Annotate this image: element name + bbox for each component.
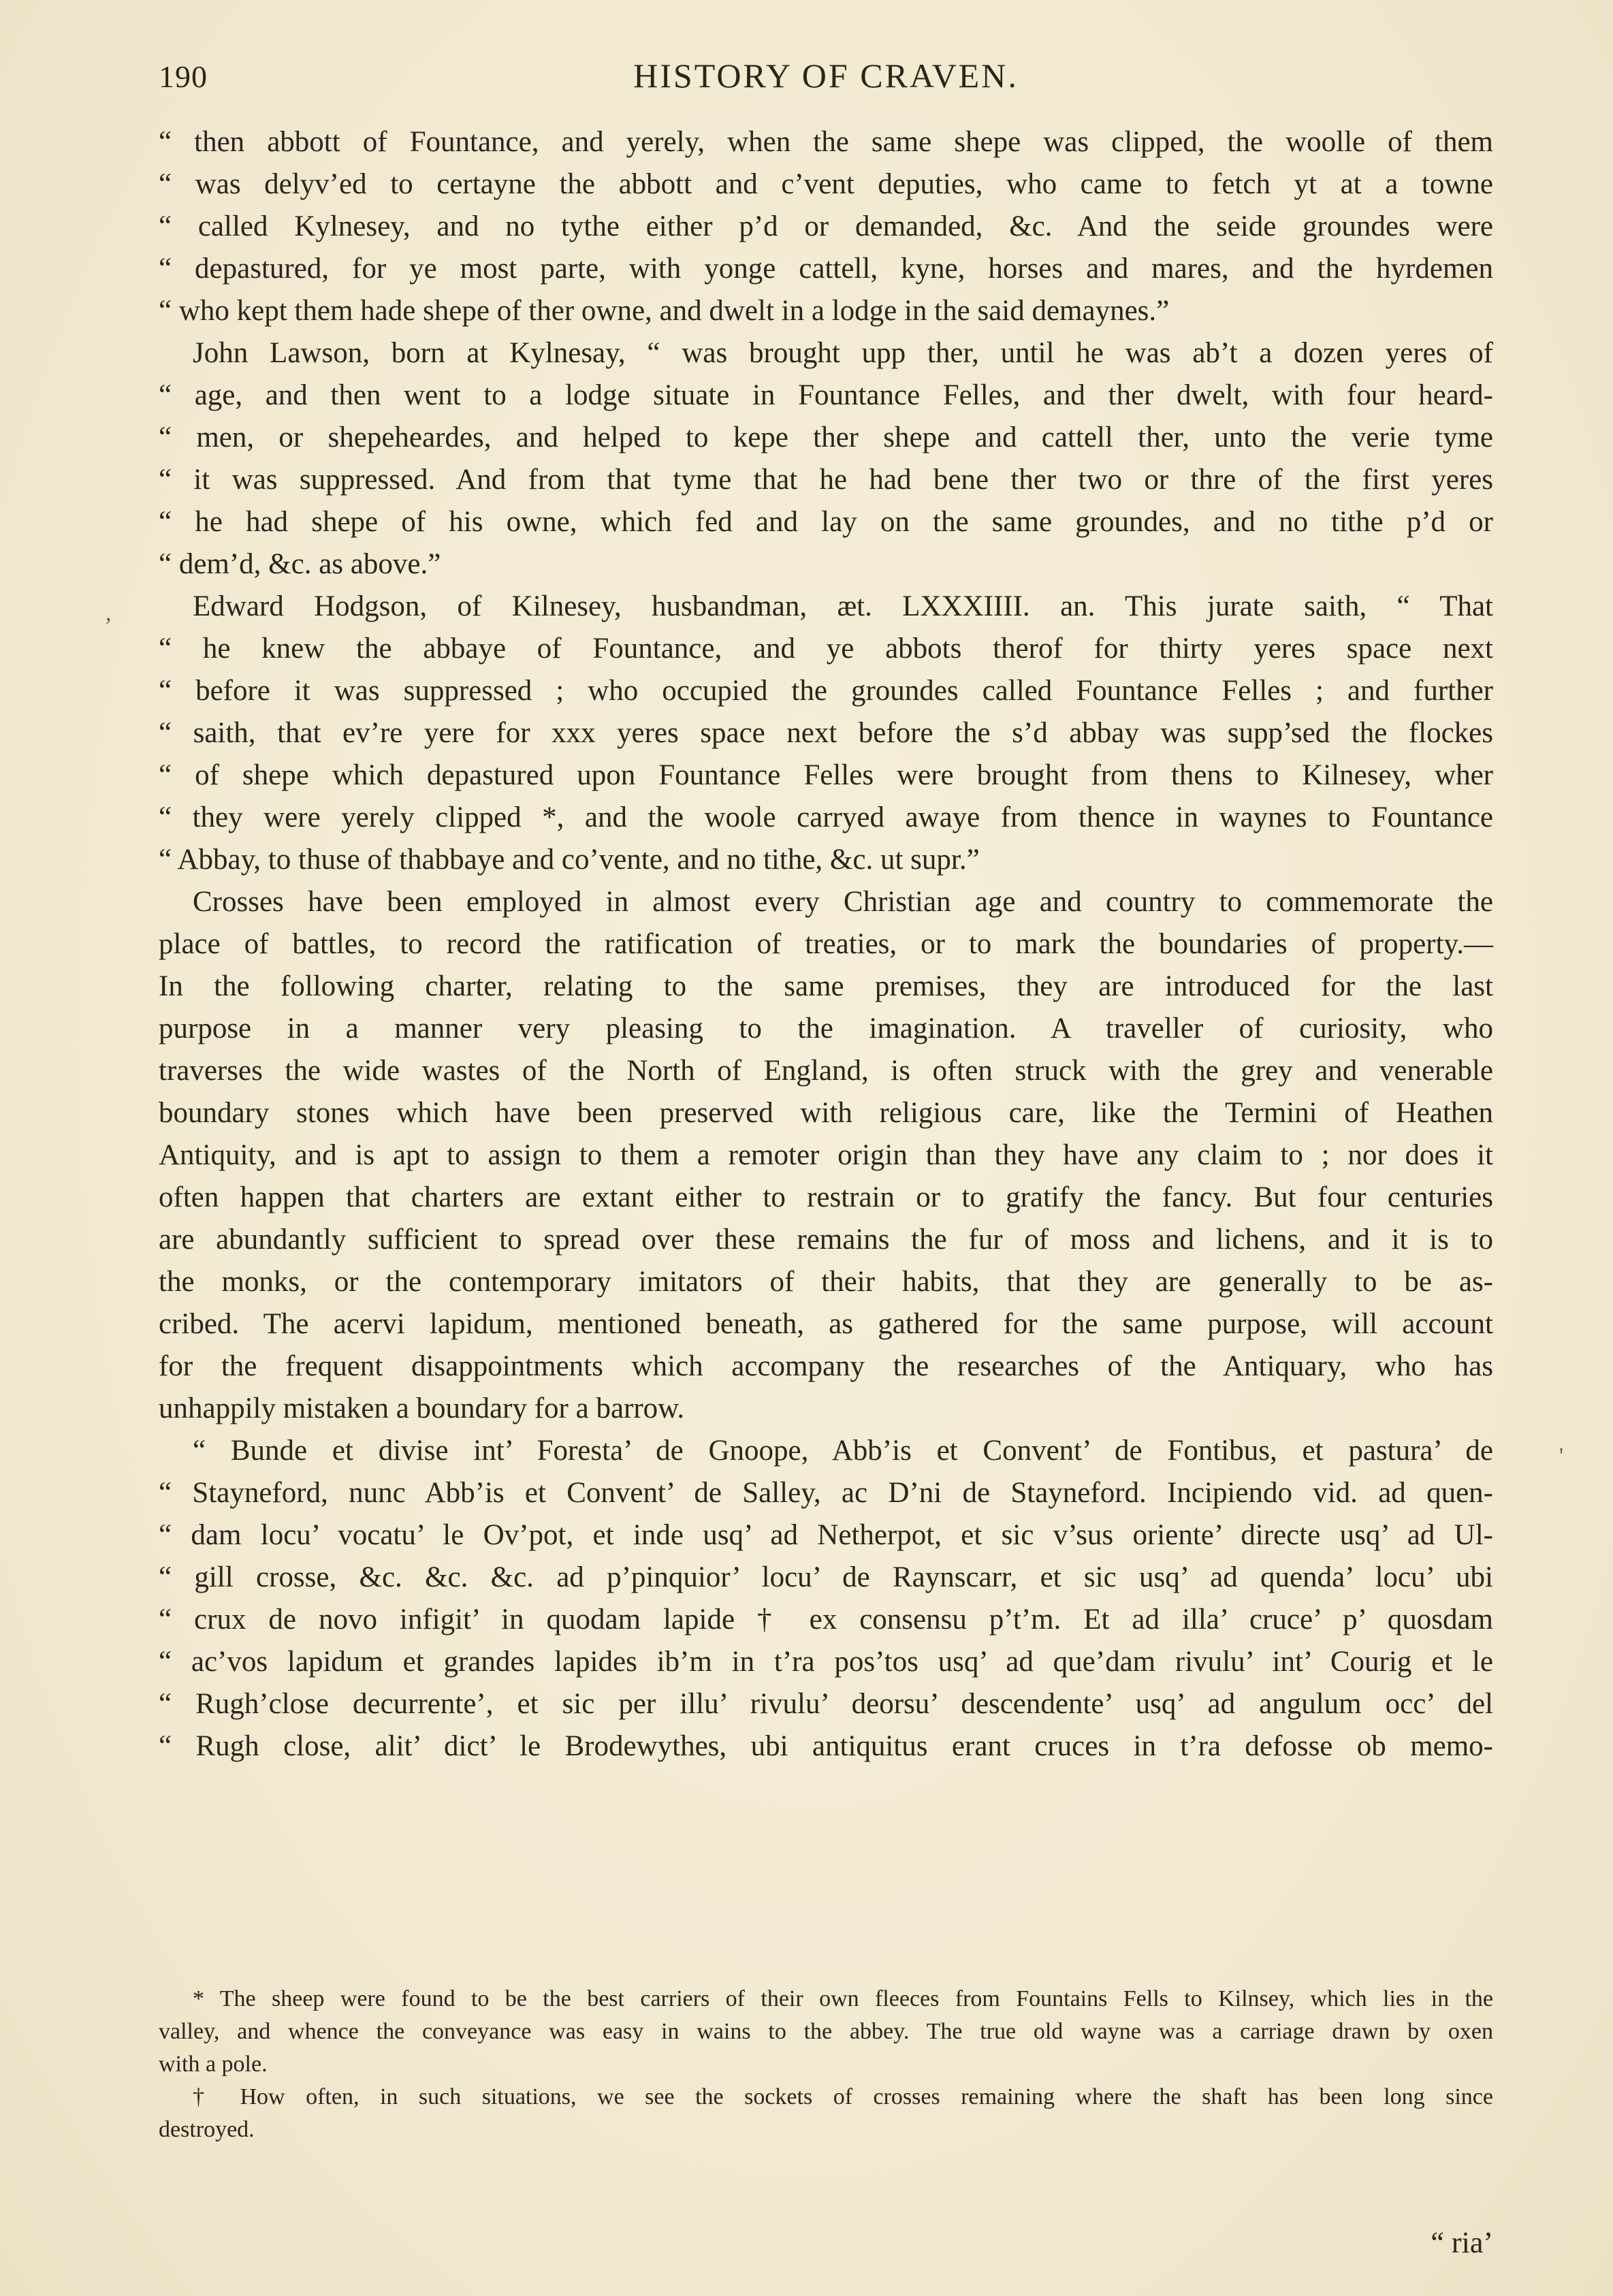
text-line: purpose in a manner very pleasing to the imagination. A traveller of curiosity, who <box>159 1013 1493 1045</box>
text-line: John Lawson, born at Kylnesay, “ was brought upp ther, until he was ab’t a dozen yeres of <box>193 337 1493 369</box>
text-line: “ before it was suppressed ; who occupied the groundes called Fountance Felles ; and further <box>159 675 1493 707</box>
footnote-line: * The sheep were found to be the best carriers of their own fleeces from Fountains Fells to Kilnsey, which lies in the <box>193 1986 1493 2011</box>
text-line: Crosses have been employed in almost every Christian age and country to commemorate the <box>193 886 1493 918</box>
text-line: “ of shepe which depastured upon Fountance Felles were brought from thens to Kilnesey, wher <box>159 759 1493 791</box>
catchword: “ ria’ <box>1431 2226 1493 2259</box>
text-line: “ was delyv’ed to certayne the abbott and c’vent deputies, who came to fetch yt at a towne <box>159 168 1493 200</box>
running-head: HISTORY OF CRAVEN. <box>633 57 1019 95</box>
text-line: “ then abbott of Fountance, and yerely, when the same shepe was clipped, the woolle of them <box>159 126 1493 158</box>
text-line: “ age, and then went to a lodge situate in Fountance Felles, and ther dwelt, with four heard- <box>159 379 1493 411</box>
text-line: “ Rugh’close decurrente’, et sic per illu’ rivulu’ deorsu’ descendente’ usq’ ad angulum occ’ del <box>159 1688 1493 1720</box>
footnote-line: destroyed. <box>159 2117 255 2142</box>
text-line: “ who kept them hade shepe of ther owne, and dwelt in a lodge in the said demaynes.” <box>159 295 1170 327</box>
margin-mark: ' <box>1559 1444 1564 1469</box>
text-line: for the frequent disappointments which accompany the researches of the Antiquary, who has <box>159 1350 1493 1382</box>
text-line: “ men, or shepeheardes, and helped to kepe ther shepe and cattell ther, unto the verie tyme <box>159 421 1493 453</box>
text-line: “ Bunde et divise int’ Foresta’ de Gnoope, Abb’is et Convent’ de Fontibus, et pastura’ de <box>193 1435 1493 1467</box>
text-line: “ saith, that ev’re yere for xxx yeres space next before the s’d abbay was supp’sed the flockes <box>159 717 1493 749</box>
page-header <box>159 53 1493 101</box>
text-line: cribed. The acervi lapidum, mentioned beneath, as gathered for the same purpose, will account <box>159 1308 1493 1340</box>
text-line: “ ac’vos lapidum et grandes lapides ib’m in t’ra pos’tos usq’ ad que’dam rivulu’ int’ Courig et le <box>159 1646 1493 1678</box>
text-line: “ he knew the abbaye of Fountance, and ye abbots therof for thirty yeres space next <box>159 633 1493 665</box>
text-line: “ depastured, for ye most parte, with yonge cattell, kyne, horses and mares, and the hyrdemen <box>159 253 1493 285</box>
footnote-line: † How often, in such situations, we see the sockets of crosses remaining where the shaft has been long since <box>193 2084 1493 2109</box>
main-text <box>159 121 1493 1768</box>
footnotes <box>159 1983 1493 2146</box>
text-line: Antiquity, and is apt to assign to them a remoter origin than they have any claim to ; nor does it <box>159 1139 1493 1171</box>
page-number: 190 <box>159 59 208 94</box>
text-line: place of battles, to record the ratification of treaties, or to mark the boundaries of property.— <box>159 928 1493 960</box>
text-line: In the following charter, relating to the same premises, they are introduced for the last <box>159 970 1493 1002</box>
text-line: “ dam locu’ vocatu’ le Ov’pot, et inde usq’ ad Netherpot, et sic v’sus oriente’ directe usq’ ad Ul- <box>159 1519 1493 1551</box>
text-line: are abundantly sufficient to spread over these remains the fur of moss and lichens, and it is to <box>159 1224 1493 1256</box>
text-line: often happen that charters are extant either to restrain or to gratify the fancy. But four centuries <box>159 1181 1493 1213</box>
margin-mark: , <box>106 601 112 626</box>
text-line: “ Stayneford, nunc Abb’is et Convent’ de Salley, ac D’ni de Stayneford. Incipiendo vid. ad quen- <box>159 1477 1493 1509</box>
text-line: Edward Hodgson, of Kilnesey, husbandman, æt. LXXXIIII. an. This jurate saith, “ That <box>193 590 1493 622</box>
text-line: “ crux de novo infigit’ in quodam lapide † ex consensu p’t’m. Et ad illa’ cruce’ p’ quosdam <box>159 1604 1493 1636</box>
text-line: the monks, or the contemporary imitators of their habits, that they are generally to be as- <box>159 1266 1493 1298</box>
text-line: “ gill crosse, &c. &c. &c. ad p’pinquior’ locu’ de Raynscarr, et sic usq’ ad quenda’ locu’ ubi <box>159 1561 1493 1593</box>
text-line: “ Abbay, to thuse of thabbaye and co’vente, and no tithe, &c. ut supr.” <box>159 844 980 876</box>
footnote-line: with a pole. <box>159 2052 268 2077</box>
text-line: “ Rugh close, alit’ dict’ le Brodewythes, ubi antiquitus erant cruces in t’ra defosse ob memo- <box>159 1730 1493 1762</box>
text-line: traverses the wide wastes of the North of England, is often struck with the grey and venerable <box>159 1055 1493 1087</box>
text-line: “ they were yerely clipped *, and the woole carryed awaye from thence in waynes to Fountance <box>159 801 1493 833</box>
text-line: unhappily mistaken a boundary for a barrow. <box>159 1392 685 1424</box>
text-line: “ it was suppressed. And from that tyme that he had bene ther two or thre of the first yeres <box>159 464 1493 496</box>
footnote-line: valley, and whence the conveyance was easy in wains to the abbey. The true old wayne was a carriage drawn by oxen <box>159 2019 1493 2044</box>
text-line: boundary stones which have been preserved with religious care, like the Termini of Heathen <box>159 1097 1493 1129</box>
text-line: “ dem’d, &c. as above.” <box>159 548 441 580</box>
text-line: “ called Kylnesey, and no tythe either p’d or demanded, &c. And the seide groundes were <box>159 210 1493 242</box>
text-line: “ he had shepe of his owne, which fed and lay on the same groundes, and no tithe p’d or <box>159 506 1493 538</box>
